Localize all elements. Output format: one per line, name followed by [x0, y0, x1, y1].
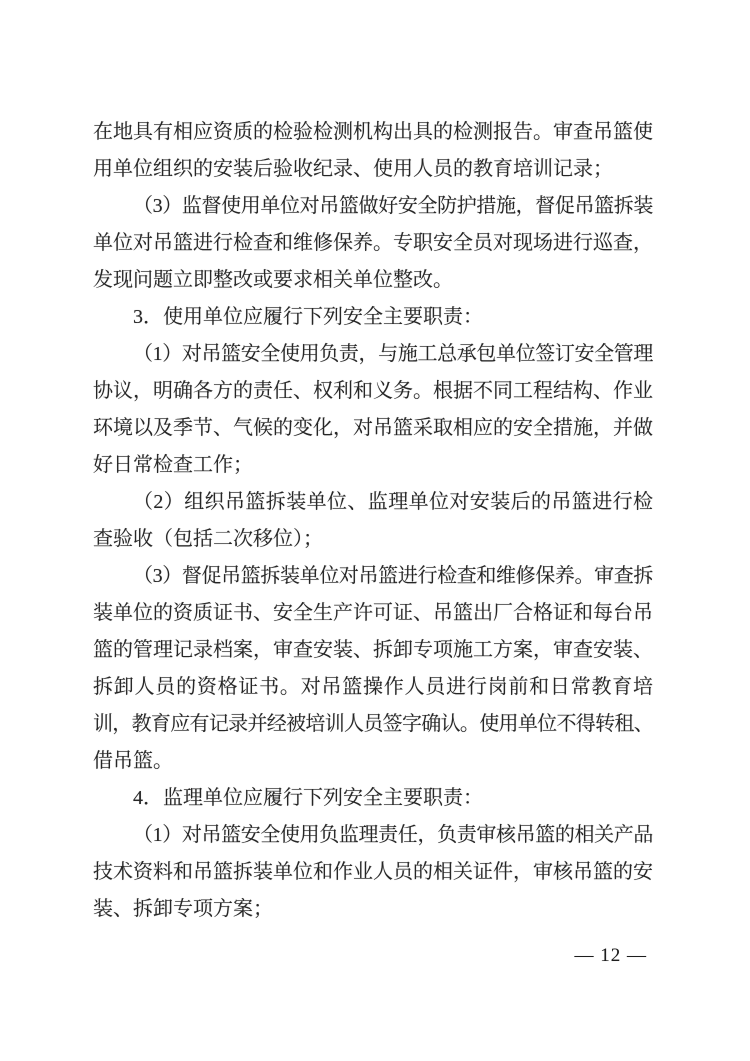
text-line: 装、拆卸专项方案；: [93, 898, 273, 920]
text-line: 单位对吊篮进行检查和维修保养。专职安全员对现场进行巡查，: [93, 232, 653, 254]
text-line: （1）对吊篮安全使用负责，与施工总承包单位签订安全管理: [133, 343, 653, 365]
text-line: 3．使用单位应履行下列安全主要职责：: [133, 306, 483, 328]
paragraph: [93, 780, 653, 817]
text-line: 好日常检查工作；: [93, 454, 253, 476]
text-line: 4．监理单位应履行下列安全主要职责：: [133, 787, 483, 809]
text-line: （3）监督使用单位对吊篮做好安全防护措施，督促吊篮拆装: [133, 195, 653, 217]
page-number: — 12 —: [574, 945, 647, 966]
text-line: 用单位组织的安装后验收纪录、使用人员的教育培训记录；: [93, 158, 613, 180]
text-line: （2）组织吊篮拆装单位、监理单位对安装后的吊篮进行检: [133, 491, 653, 513]
text-line: 装单位的资质证书、安全生产许可证、吊篮出厂合格证和每台吊: [93, 602, 653, 624]
paragraph: [93, 484, 653, 558]
text-line: 篮的管理记录档案，审查安装、拆卸专项施工方案，审查安装、: [93, 639, 653, 661]
text-line: 发现问题立即整改或要求相关单位整改。: [93, 269, 453, 291]
text-line: 环境以及季节、气候的变化，对吊篮采取相应的安全措施，并做: [93, 417, 653, 439]
text-line: 查验收（包括二次移位）；: [93, 528, 323, 550]
text-line: （3）督促吊篮拆装单位对吊篮进行检查和维修保养。审查拆: [133, 565, 653, 587]
text-line: 训，教育应有记录并经被培训人员签字确认。使用单位不得转租、: [93, 713, 653, 735]
paragraph: [93, 114, 653, 188]
text-line: 协议，明确各方的责任、权利和义务。根据不同工程结构、作业: [93, 380, 653, 402]
paragraph: [93, 558, 653, 780]
text-line: 技术资料和吊篮拆装单位和作业人员的相关证件，审核吊篮的安: [93, 861, 653, 883]
paragraph: [93, 336, 653, 484]
text-line: 在地具有相应资质的检验检测机构出具的检测报告。审查吊篮使: [93, 121, 653, 143]
document-body: [93, 114, 653, 928]
paragraph: [93, 188, 653, 299]
text-line: （1）对吊篮安全使用负监理责任，负责审核吊篮的相关产品: [133, 824, 653, 846]
text-line: 拆卸人员的资格证书。对吊篮操作人员进行岗前和日常教育培: [93, 676, 653, 698]
paragraph: [93, 299, 653, 336]
text-line: 借吊篮。: [93, 750, 173, 772]
paragraph: [93, 817, 653, 928]
